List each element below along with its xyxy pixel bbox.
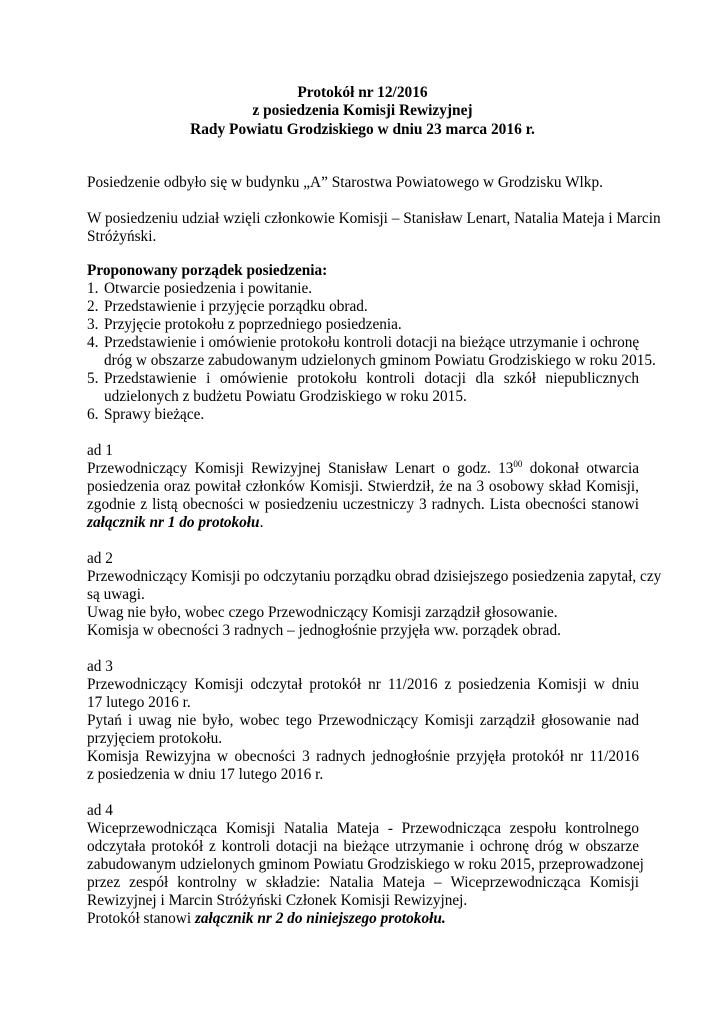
agenda-item-5 [87,370,639,388]
ad4-line-4: przez zespół kontrolny w składzie: Natalia Mateja – Wiceprzewodnicząca Komisji [87,874,639,891]
agenda-item-1 [87,280,639,298]
ad4-line-5: Rewizyjnej i Marcin Stróżyński Członek Komisji Rewizyjnej. [87,892,468,909]
members-line-2: Stróżyński. [87,228,157,245]
ad2-heading: ad 2 [87,550,113,567]
ad3-line-1: Przewodniczący Komisji odczytał protokół nr 11/2016 z posiedzenia Komisji w dniu [87,676,639,693]
ad2-line-2: są uwagi. [87,586,145,603]
meeting-location: Posiedzenie odbyło się w budynku „A” Starostwa Powiatowego w Grodzisku Wlkp. [87,174,603,191]
ad1-line-1 [87,460,639,478]
agenda-item-text: Otwarcie posiedzenia i powitanie. [104,280,313,297]
ad4-line-6 [87,910,639,928]
agenda-item-number: 1. [87,280,99,297]
attachment-reference: załącznik nr 1 do protokołu [87,514,260,531]
ad4-heading: ad 4 [87,802,113,819]
time-superscript: 00 [513,459,523,469]
ad3-line-4: przyjęciem protokołu. [87,730,223,747]
ad4-line-2: odczytała protokół z kontroli dotacji na bieżące utrzymanie i ochronę dróg w obszarze [87,838,639,855]
members-line-1: W posiedzeniu udział wzięli członkowie Komisji – Stanisław Lenart, Natalia Mateja i Marcin [87,210,661,227]
ad3-heading: ad 3 [87,658,113,675]
agenda-item-text: Przedstawienie i omówienie protokołu kontroli dotacji na bieżące utrzymanie i ochronę [104,334,640,351]
agenda-item-4-cont: dróg w obszarze zabudowanym udzielonych gminom Powiatu Grodziskiego w roku 2015. [104,352,656,369]
ad4-line-3: zabudowanym udzielonych gminom Powiatu Grodziskiego w roku 2015, przeprowadzonej [87,856,644,873]
agenda-item-text: Przedstawienie i przyjęcie porządku obrad. [104,298,368,315]
ad3-line-2: 17 lutego 2016 r. [87,694,191,711]
ad1-text-after: dokonał otwarcia [522,460,639,477]
ad1-line-4 [87,514,639,532]
agenda-item-6 [87,406,639,424]
ad1-heading: ad 1 [87,442,113,459]
ad3-line-3: Pytań i uwag nie było, wobec tego Przewodniczący Komisji zarządził głosowanie nad [87,712,639,729]
agenda-heading: Proponowany porządek posiedzenia: [87,262,328,279]
ad3-line-6: z posiedzenia w dniu 17 lutego 2016 r. [87,766,324,783]
document-title [0,84,725,139]
attachment-reference: załącznik nr 2 do niniejszego protokołu. [194,910,446,927]
agenda-item-text: Przyjęcie protokołu z poprzedniego posiedzenia. [104,316,402,333]
agenda-item-number: 2. [87,298,99,315]
ad3-line-5: Komisja Rewizyjna w obecności 3 radnych jednogłośnie przyjęła protokół nr 11/2016 [87,748,639,765]
agenda-item-number: 3. [87,316,99,333]
agenda-item-number: 6. [87,406,99,423]
agenda-item-number: 4. [87,334,99,351]
agenda-item-text: Sprawy bieżące. [104,406,205,423]
ad1-text: Przewodniczący Komisji Rewizyjnej Stanisław Lenart o godz. 13 [87,460,514,477]
ad2-line-3: Uwag nie było, wobec czego Przewodniczący Komisji zarządził głosowanie. [87,604,558,621]
ad1-line-2: posiedzenia oraz powitał członków Komisji. Stwierdził, że na 3 osobowy skład Komisji, [87,478,639,495]
agenda-item-number: 5. [87,370,99,387]
title-line-1: Protokół nr 12/2016 [297,84,428,101]
ad1-line-3: zgodnie z listą obecności w posiedzeniu uczestniczy 3 radnych. Lista obecności stanowi [87,496,639,513]
agenda-item-4 [87,334,639,352]
ad1-period: . [259,514,264,531]
title-line-3: Rady Powiatu Grodziskiego w dniu 23 marca 2016 r. [190,120,535,138]
ad4-text: Protokół stanowi [87,910,195,927]
title-line-2: z posiedzenia Komisji Rewizyjnej [252,102,473,120]
agenda-item-text: Przedstawienie i omówienie protokołu kontroli dotacji dla szkół niepublicznych [104,370,639,387]
agenda-item-2 [87,298,639,316]
agenda-item-3 [87,316,639,334]
ad4-line-1: Wiceprzewodnicząca Komisji Natalia Mateja - Przewodnicząca zespołu kontrolnego [87,820,639,837]
agenda-item-5-cont: udzielonych z budżetu Powiatu Grodziskiego w roku 2015. [104,388,467,405]
ad2-line-4: Komisja w obecności 3 radnych – jednogłośnie przyjęła ww. porządek obrad. [87,622,561,639]
ad2-line-1: Przewodniczący Komisji po odczytaniu porządku obrad dzisiejszego posiedzenia zapytał, czy [87,568,662,585]
